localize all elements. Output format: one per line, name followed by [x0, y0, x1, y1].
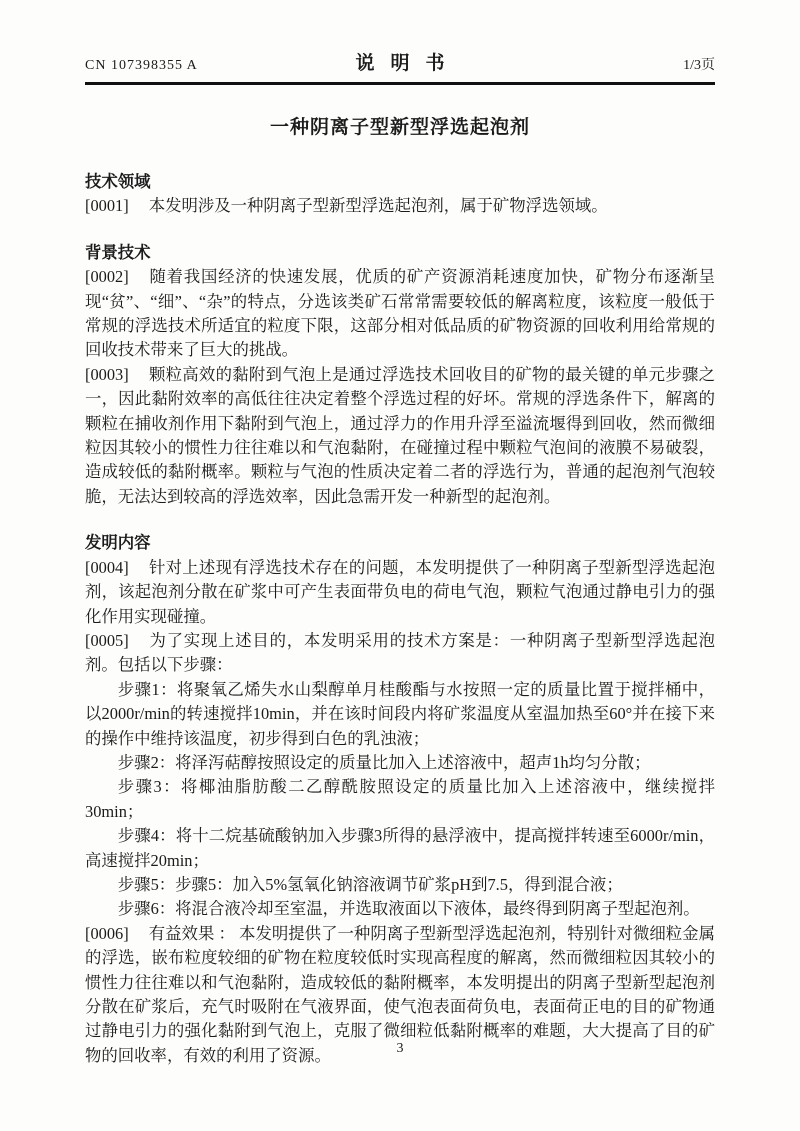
- document-header: [0, 0, 800, 75]
- paragraph-tag: [0002]: [85, 267, 129, 287]
- paragraph-text: 为了实现上述目的，本发明采用的技术方案是：一种阴离子型新型浮选起泡剂。包括以下步骤：: [85, 630, 715, 675]
- paragraph-0005: [85, 629, 715, 678]
- method-step-6: 步骤6：将混合液冷却至室温，并选取液面以下液体，最终得到阴离子型起泡剂。: [117, 899, 700, 919]
- paragraph-text: 颗粒高效的黏附到气泡上是通过浮选技术回收目的矿物的最关键的单元步骤之一，因此黏附效率的高低往往决定着整个浮选过程的好坏。常规的浮选条件下，解离的颗粒在捕收剂作用下黏附到气泡上，通过浮力的作用升浮至溢流堰得到回收，然而微细粒因其较小的惯性力往往难以和气泡黏附，在碰撞过程中颗粒气泡间的液膜不易破裂，造成较低的黏附概率。颗粒与气泡的性质决定着二者的浮选行为，普通的起泡剂气泡较脆，无法达到较高的浮选效率，因此急需开发一种新型的起泡剂。: [85, 364, 715, 506]
- document-body: [0, 139, 800, 1068]
- method-step-3: 步骤3：将椰油脂肪酸二乙醇酰胺照设定的质量比加入上述溶液中，继续搅拌30min；: [85, 777, 715, 821]
- paragraph-tag: [0003]: [85, 364, 129, 384]
- paragraph-text: 有益效果 ： 本发明提供了一种阴离子型新型浮选起泡剂，特别针对微细粒金属的浮选，嵌布粒度较细的矿物在粒度较低时实现高程度的解离，然而微细粒因其较小的惯性力往往难以和气泡黏附，造成较低的黏附概率，本发明提出的阴离子型新型起泡剂分散在矿浆后，充气时吸附在气液界面，使气泡表面荷负电，表面荷正电的目的矿物通过静电引力的强化黏附到气泡上，克服了微细粒低黏附概率的难题，大大提高了目的矿物的回收率，有效的利用了资源。: [85, 923, 715, 1065]
- invention-title: 一种阴离子型新型浮选起泡剂: [269, 117, 530, 138]
- header-divider-rule: [85, 82, 715, 85]
- document-type-title: 说明书: [355, 53, 461, 74]
- section-heading-technical-field: 技术领域: [85, 172, 151, 191]
- method-step-1: 步骤1：将聚氧乙烯失水山梨醇单月桂酸酯与水按照一定的质量比置于搅拌桶中，以2000r/min的转速搅拌10min，并在该时间段内将矿浆温度从室温加热至60°并在接下来的操作中维持该温度，初步得到白色的乳浊液；: [85, 679, 715, 748]
- page-number: 3: [396, 1041, 404, 1056]
- document-number: CN 107398355 A: [85, 58, 198, 73]
- paragraph-0003: [85, 363, 715, 509]
- paragraph-0004: [85, 556, 715, 629]
- method-step-5: 步骤5：步骤5：加入5%氢氧化钠溶液调节矿浆pH到7.5，得到混合液；: [117, 874, 623, 894]
- paragraph-text: 针对上述现有浮选技术存在的问题，本发明提供了一种阴离子型新型浮选起泡剂，该起泡剂分散在矿浆中可产生表面带负电的荷电气泡，颗粒气泡通过静电引力的强化作用实现碰撞。: [85, 557, 715, 626]
- method-step-2: 步骤2：将泽泻萜醇按照设定的质量比加入上述溶液中，超声1h均匀分散；: [117, 752, 651, 772]
- section-heading-summary: 发明内容: [85, 533, 151, 553]
- paragraph-tag: [0004]: [85, 557, 129, 577]
- paragraph-tag: [0005]: [85, 630, 129, 650]
- method-step-4: 步骤4：将十二烷基硫酸钠加入步骤3所得的悬浮液中，提高搅拌转速至6000r/min，高速搅拌20min；: [85, 826, 715, 870]
- paragraph-0002: [85, 265, 715, 363]
- paragraph-text: 本发明涉及一种阴离子型新型浮选起泡剂，属于矿物浮选领域。: [148, 196, 608, 216]
- page-indicator: 1/3页: [683, 58, 715, 73]
- paragraph-tag: [0001]: [85, 196, 129, 216]
- paragraph-0001: [85, 194, 715, 218]
- paragraph-text: 随着我国经济的快速发展，优质的矿产资源消耗速度加快，矿物分布逐渐呈现“贫”、“细”、“杂”的特点，分选该类矿石常常需要较低的解离粒度，该粒度一般低于常规的浮选技术所适宜的粒度下限，这部分相对低品质的矿物资源的回收利用给常规的回收技术带来了巨大的挑战。: [85, 267, 715, 360]
- section-heading-background: 背景技术: [85, 242, 151, 262]
- paragraph-tag: [0006]: [85, 923, 129, 943]
